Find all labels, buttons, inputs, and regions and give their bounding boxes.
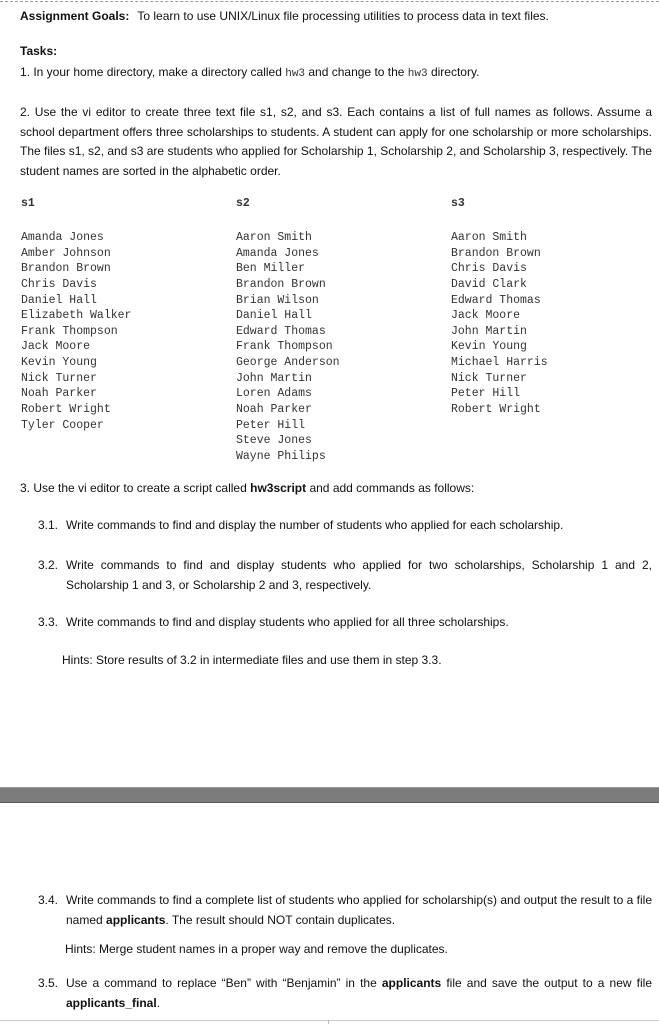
student-name: Aaron Smith — [236, 231, 312, 244]
goals-text: To learn to use UNIX/Linux file processing utilities to process data in text files. — [137, 9, 549, 23]
student-name: Michael Harris — [451, 356, 548, 370]
student-name: Daniel Hall — [21, 293, 97, 307]
student-name: Amber Johnson — [21, 246, 111, 260]
task-2: 2. Use the vi editor to create three text file s1, s2, and s3. Each contains a list of full names as follows. Assume a school department offers three scholarships to students. A student can apply for one scholarship or more scholarships. The files s1, s2, and s3 are students who applied for Scholarship 1, Scholarship 2, and Scholarship 3, respectively. The student names are sorted in the alphabetic order. — [20, 105, 652, 178]
subtask-number: 3.4. — [38, 893, 59, 907]
subtask-3-2 — [38, 556, 652, 595]
file-header: s1 — [21, 197, 35, 210]
file-column-s2 — [236, 196, 340, 465]
script-name: hw3script — [250, 481, 307, 495]
student-name: Noah Parker — [236, 403, 312, 417]
subtask-text: Write commands to find and display students who applied for two scholarships, Scholarship 1 and 2, Scholarship 1 and 3, or Scholarship 2 and 3, respectively. — [66, 558, 652, 592]
subtask-text-post: . The result should NOT contain duplicates. — [165, 912, 396, 927]
student-name: John Martin — [451, 324, 527, 338]
subtask-number: 3.1. — [38, 518, 59, 532]
tasks-heading: Tasks: — [20, 44, 58, 58]
student-name: Steve Jones — [236, 434, 312, 448]
student-name: Amanda Jones — [21, 231, 104, 244]
file-name-applicants-final: applicants_final — [66, 995, 157, 1010]
student-name: Daniel Hall — [236, 309, 312, 323]
student-name: Kevin Young — [451, 340, 527, 354]
student-name: Frank Thompson — [236, 340, 333, 354]
subtask-text-pre: Use a command to replace “Ben” with “Benjamin” in the — [66, 976, 382, 990]
student-name: John Martin — [236, 371, 312, 385]
subtask-number: 3.2. — [38, 558, 59, 572]
dir-name: hw3 — [285, 68, 306, 80]
student-name: Noah Parker — [21, 387, 97, 401]
subtask-text: Write commands to find and display students who applied for all three scholarships. — [66, 615, 509, 629]
goals-label: Assignment Goals: — [20, 9, 130, 23]
student-name: Wayne Philips — [236, 449, 326, 463]
student-name: Chris Davis — [451, 262, 527, 276]
file-header: s3 — [451, 197, 465, 210]
student-name: Aaron Smith — [451, 231, 527, 244]
student-name: Robert Wright — [451, 403, 541, 417]
task-3-suffix: and add commands as follows: — [306, 481, 475, 495]
subtask-number: 3.3. — [38, 615, 59, 629]
student-name: Ben Miller — [236, 262, 306, 276]
task-3 — [20, 481, 652, 495]
student-name: Tyler Cooper — [21, 418, 104, 432]
student-name: Brian Wilson — [236, 293, 319, 307]
dir-name: hw3 — [407, 68, 428, 80]
assignment-goals — [20, 9, 652, 23]
hint-3-3: Hints: Store results of 3.2 in intermediate files and use them in step 3.3. — [62, 653, 442, 667]
task-1-suffix: directory. — [427, 65, 480, 79]
subtask-text-pre: Write commands to find a complete list of students who applied for scholarship(s) and output the result to a file named — [66, 893, 652, 927]
subtask-3-1 — [38, 516, 652, 536]
task-3-prefix: 3. Use the vi editor to create a script called — [20, 481, 251, 495]
file-column-s3 — [451, 196, 548, 418]
page-break-divider — [0, 787, 659, 803]
student-name: Peter Hill — [236, 418, 306, 432]
student-name: Frank Thompson — [21, 324, 118, 338]
student-name: Kevin Young — [21, 356, 97, 370]
subtask-text — [38, 974, 652, 1013]
student-name: Brandon Brown — [451, 246, 541, 260]
top-dashed-rule — [0, 1, 659, 2]
subtask-3-4 — [38, 891, 652, 930]
file-name-applicants: applicants — [381, 976, 442, 990]
student-name: Edward Thomas — [451, 293, 541, 307]
student-name: Chris Davis — [21, 277, 97, 291]
student-name: Jack Moore — [451, 309, 521, 323]
student-name: Robert Wright — [21, 403, 111, 417]
file-name-applicants: applicants — [106, 912, 166, 927]
subtask-text — [38, 891, 652, 930]
student-name: Loren Adams — [236, 387, 312, 401]
subtask-number: 3.5. — [38, 976, 59, 990]
student-name: Amanda Jones — [236, 246, 319, 260]
student-name: Nick Turner — [21, 371, 97, 385]
student-name: Peter Hill — [451, 387, 521, 401]
student-name: Jack Moore — [21, 340, 91, 354]
student-name: David Clark — [451, 277, 527, 291]
bottom-rule — [0, 1020, 659, 1021]
subtask-text: Write commands to find and display the number of students who applied for each scholarship. — [66, 518, 564, 532]
bottom-tick — [328, 1020, 329, 1024]
subtask-3-5 — [38, 974, 652, 1013]
student-name: Nick Turner — [451, 371, 527, 385]
student-name: Brandon Brown — [236, 277, 326, 291]
task-1 — [20, 65, 652, 80]
task-1-middle: and change to the — [305, 65, 408, 79]
subtask-3-3 — [38, 613, 652, 633]
file-header: s2 — [236, 197, 250, 210]
student-name: George Anderson — [236, 356, 340, 370]
hint-3-4: Hints: Merge student names in a proper way and remove the duplicates. — [65, 942, 448, 956]
subtask-text-post: . — [156, 995, 161, 1010]
file-column-s1 — [21, 196, 131, 433]
subtask-text-mid: file and save the output to a new file — [441, 976, 652, 990]
student-name: Edward Thomas — [236, 324, 326, 338]
student-name: Brandon Brown — [21, 262, 111, 276]
student-name: Elizabeth Walker — [21, 309, 132, 323]
task-1-prefix: 1. In your home directory, make a directory called — [20, 65, 286, 79]
